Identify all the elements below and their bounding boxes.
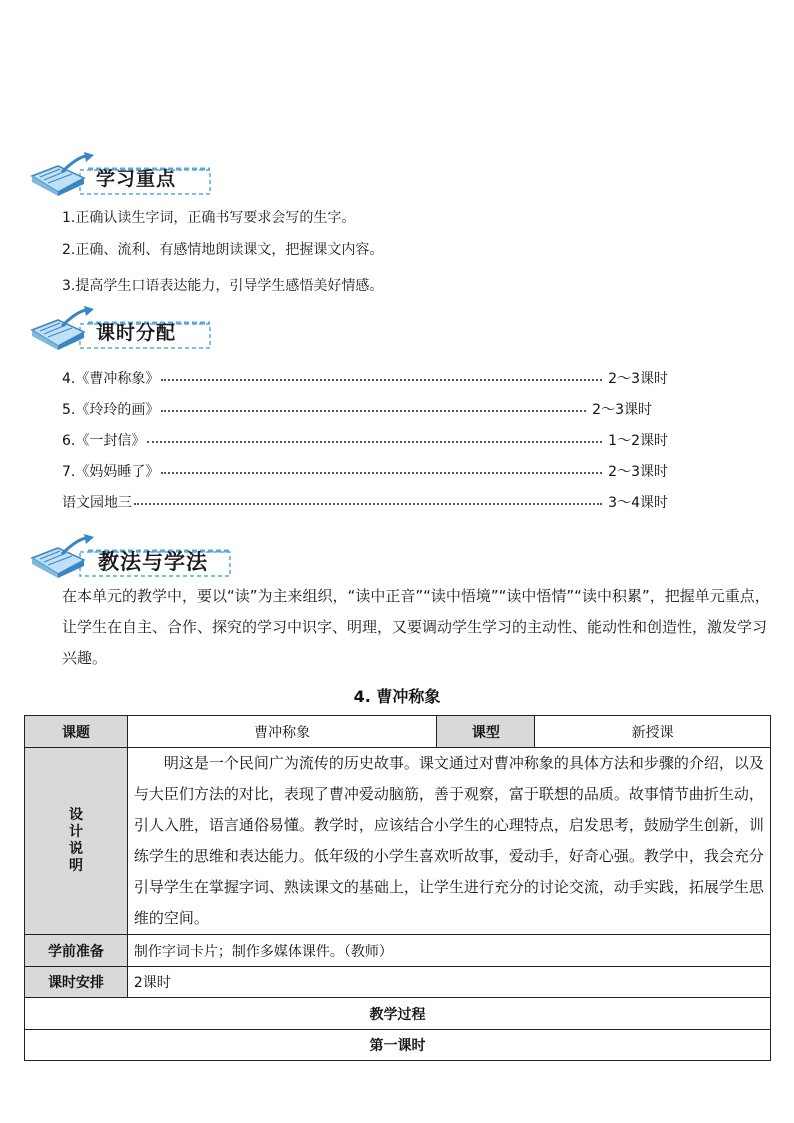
lesson-plan-table — [24, 715, 771, 1061]
lesson-title: 4. 曹冲称象 — [353, 687, 441, 706]
key-point-item-3: 3.提高学生口语表达能力，引导学生感悟美好情感。 — [62, 278, 384, 294]
table-row — [25, 967, 771, 998]
type-value: 新授课 — [535, 716, 771, 748]
design-label-char: 说 — [68, 841, 83, 857]
leader-dots — [161, 472, 602, 474]
first-period-header: 第一课时 — [25, 1030, 771, 1061]
prep-label: 学前准备 — [25, 935, 128, 967]
type-label: 课型 — [437, 716, 535, 748]
design-text: 明这是一个民间广为流传的历史故事。课文通过对曹冲称象的具体方法和步骤的介绍，以及与大臣们方法的对比，表现了曹冲爱动脑筋，善于观察，富于联想的品质。故事情节曲折生动，引人入胜，语言通俗易懂。教学时，应该结合小学生的心理特点，启发思考，鼓励学生创新，训练学生的思维和表达能力。低年级的小学生喜欢听故事，爱动手，好奇心强。教学中，我会充分引导学生在掌握字词、熟读课文的基础上，让学生进行充分的讨论交流，动手实践，拓展学生思维的空间。 — [127, 748, 770, 935]
methods-text: 在本单元的教学中，要以“读”为主来组织，“读中正音”“读中悟境”“读中悟情”“读中积累”，把握单元重点，让学生在自主、合作、探究的学习中识字、明理，又要调动学生学习的主动性、能动性和创造性，激发学习兴趣。 — [62, 587, 770, 667]
table-row — [25, 748, 771, 935]
topic-value: 曹冲称象 — [127, 716, 437, 748]
key-point-item-2: 2.正确、流利、有感情地朗读课文，把握课文内容。 — [62, 242, 384, 258]
key-point-item-1: 1.正确认读生字词，正确书写要求会写的生字。 — [62, 210, 356, 226]
schedule-hours: 3～4课时 — [608, 495, 668, 511]
methods-paragraph — [62, 581, 774, 674]
schedule-lesson: 4.《曹冲称象》 — [62, 371, 160, 387]
section-title: 学习重点 — [96, 168, 177, 190]
design-label-char: 计 — [68, 824, 83, 840]
schedule-lesson: 5.《玲玲的画》 — [62, 402, 160, 418]
section-title: 教法与学法 — [98, 550, 208, 574]
table-row — [25, 1030, 771, 1061]
design-label-char: 设 — [68, 807, 83, 823]
leader-dots — [161, 410, 586, 412]
prep-value: 制作字词卡片；制作多媒体课件。（教师） — [127, 935, 770, 967]
schedule-row — [62, 399, 652, 419]
schedule-lesson: 语文园地三 — [62, 495, 132, 511]
section-title: 课时分配 — [96, 322, 177, 344]
leader-dots — [147, 441, 602, 443]
time-label: 课时安排 — [25, 967, 128, 998]
section-heading-key-points — [28, 152, 228, 198]
schedule-lesson: 7.《妈妈睡了》 — [62, 464, 160, 480]
schedule-hours: 2～3课时 — [608, 464, 668, 480]
schedule-row — [62, 461, 668, 481]
leader-dots — [161, 379, 602, 381]
schedule-row — [62, 430, 668, 450]
process-header: 教学过程 — [25, 998, 771, 1030]
time-value: 2课时 — [127, 967, 770, 998]
schedule-hours: 1～2课时 — [608, 433, 668, 449]
table-row — [25, 935, 771, 967]
topic-label: 课题 — [25, 716, 128, 748]
schedule-lesson: 6.《一封信》 — [62, 433, 146, 449]
schedule-row — [62, 492, 668, 512]
design-label — [25, 748, 128, 935]
table-row — [25, 998, 771, 1030]
design-label-char: 明 — [68, 858, 83, 874]
schedule-hours: 2～3课时 — [608, 371, 668, 387]
schedule-row — [62, 368, 668, 388]
section-heading-schedule — [28, 306, 228, 352]
schedule-hours: 2～3课时 — [592, 402, 652, 418]
table-row — [25, 716, 771, 748]
section-heading-methods — [28, 534, 243, 580]
leader-dots — [134, 503, 602, 505]
